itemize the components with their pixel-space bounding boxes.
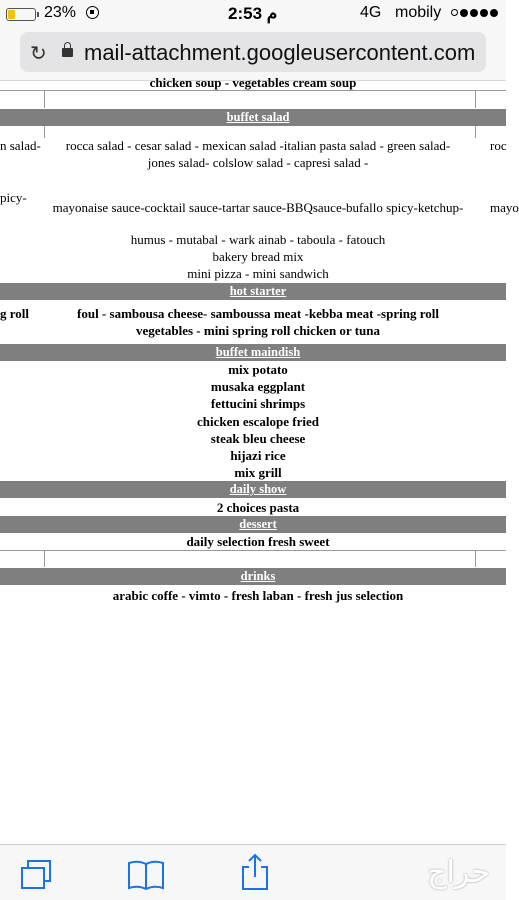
- section-header-daily-show: daily show: [0, 481, 506, 498]
- drinks-item: arabic coffe - vimto - fresh laban - fresh jus selection: [112, 588, 404, 603]
- hot-starter-line-1: foul - sambousa cheese- samboussa meat -kebba meat -spring roll: [77, 306, 439, 321]
- mini-line: mini pizza - mini sandwich: [187, 266, 329, 281]
- hot-starter-line-2: vegetables - mini spring roll chicken or tuna: [136, 323, 380, 338]
- maindish-item: musaka eggplant: [210, 379, 306, 394]
- cut-left-text-2: picy-: [0, 190, 27, 205]
- arabic-starters-line: humus - mutabal - wark ainab - taboula - fatouch: [130, 232, 386, 247]
- cut-right-text: roc: [490, 138, 507, 153]
- cut-left-text: n salad-: [0, 138, 41, 153]
- section-header-drinks: drinks: [0, 568, 506, 585]
- maindish-item: mix potato: [228, 362, 288, 377]
- section-header-hot-starter: hot starter: [0, 283, 506, 300]
- salads-line-1: rocca salad - cesar salad - mexican salad -italian pasta salad - green salad-: [65, 138, 451, 153]
- salads-line-2: jones salad- colslow salad - capresi salad -: [147, 155, 369, 170]
- sauces-line: mayonaise sauce-cocktail sauce-tartar sauce-BBQsauce-bufallo spicy-ketchup-: [52, 200, 464, 215]
- cut-left-text-3: g roll: [0, 306, 30, 321]
- status-bar: [0, 0, 506, 28]
- maindish-item: steak bleu cheese: [210, 431, 306, 446]
- tabs-icon[interactable]: [20, 859, 54, 891]
- cut-right-text-2: mayo: [490, 200, 519, 215]
- url-text[interactable]: mail-attachment.googleusercontent.com: [84, 40, 476, 65]
- signal-strength-icon: [451, 9, 498, 17]
- section-header-buffet-salad: buffet salad: [0, 109, 506, 126]
- orientation-lock-icon: [86, 6, 99, 19]
- maindish-item: mix grill: [234, 465, 282, 480]
- reload-icon[interactable]: ↻: [30, 43, 47, 65]
- maindish-item: hijazi rice: [230, 448, 286, 463]
- soup-line: chicken soup - vegetables cream soup: [149, 75, 357, 90]
- battery-percent: 23%: [44, 4, 77, 21]
- maindish-item: fettucini shrimps: [210, 396, 306, 411]
- status-time: 2:53 م: [228, 4, 278, 23]
- bookmarks-icon[interactable]: [126, 859, 166, 891]
- network-type: 4G: [360, 4, 382, 21]
- watermark-logo: حراج: [427, 855, 490, 890]
- bread-line: bakery bread mix: [212, 249, 304, 264]
- page-content: [0, 75, 519, 845]
- dessert-item: daily selection fresh sweet: [186, 534, 330, 549]
- lock-icon: [62, 48, 73, 57]
- daily-show-item: 2 choices pasta: [216, 500, 300, 515]
- browser-toolbar: [0, 844, 506, 900]
- browser-address-area: [0, 28, 506, 81]
- maindish-item: chicken escalope fried: [196, 414, 320, 429]
- address-bar[interactable]: [20, 32, 486, 72]
- share-icon[interactable]: [240, 853, 270, 891]
- carrier-name: mobily: [395, 4, 442, 21]
- battery-icon: [6, 8, 36, 21]
- section-header-buffet-maindish: buffet maindish: [0, 344, 506, 361]
- section-header-dessert: dessert: [0, 516, 506, 533]
